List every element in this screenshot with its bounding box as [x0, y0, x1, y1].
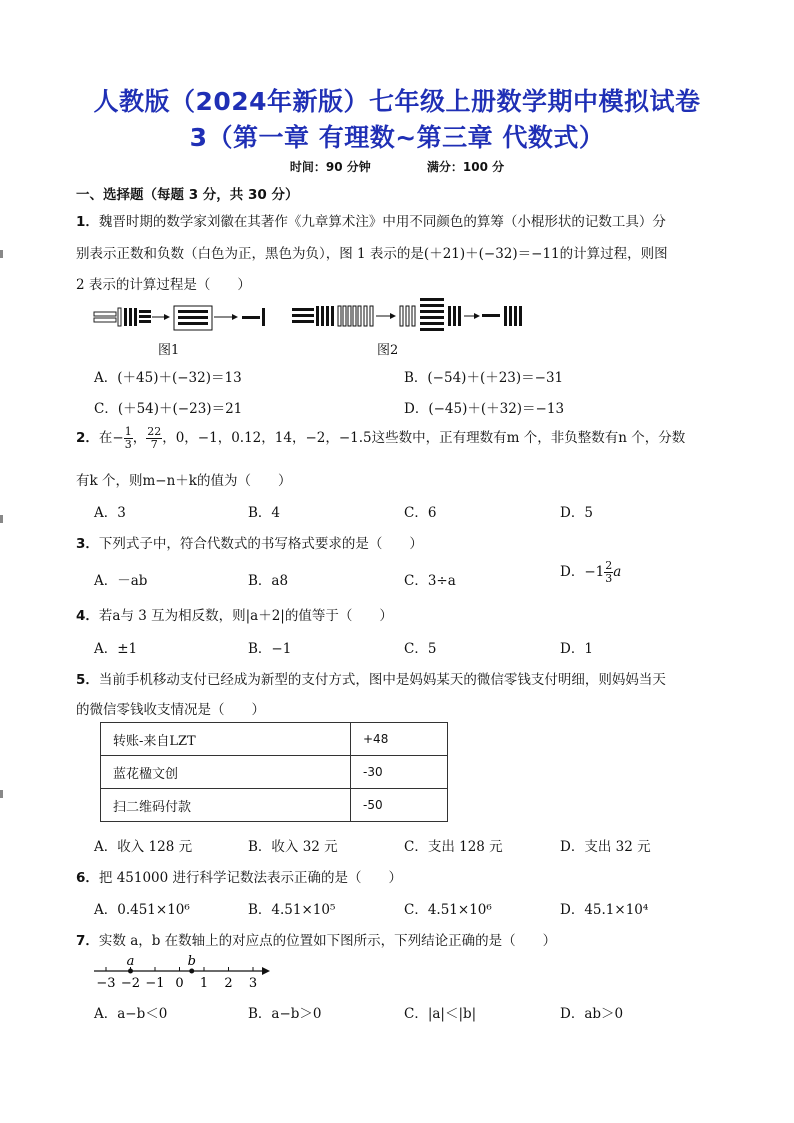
q6-option-a[interactable]: A．0.451×10⁶	[94, 902, 190, 918]
number-line-arrow	[262, 967, 270, 975]
q6-option-d[interactable]: D．45.1×10⁴	[560, 902, 649, 918]
q2-number: 2．	[76, 430, 99, 446]
q3-option-b[interactable]: B．a8	[248, 573, 289, 589]
q2-option-d[interactable]: D．5	[560, 505, 593, 521]
q2-fraction-1	[124, 426, 133, 451]
q5-option-b[interactable]: B．收入 32 元	[248, 839, 338, 855]
table-cell: +48	[351, 723, 448, 756]
table-cell: 转账-来自LZT	[101, 723, 351, 756]
q2-fraction-2	[146, 426, 162, 451]
q1-line1	[76, 210, 726, 230]
exam-time: 时间：90 分钟	[289, 160, 371, 174]
figure-2-counting-rods	[290, 296, 526, 336]
table-row	[101, 756, 448, 789]
wechat-transaction-table	[100, 722, 448, 822]
q3-text: 下列式子中，符合代数式的书写格式要求的是（ ）	[98, 536, 423, 552]
figure-1-label: 图1	[158, 343, 180, 358]
q7-option-d[interactable]: D．ab＞0	[560, 1006, 624, 1022]
number-line-tick-label: 1	[199, 976, 209, 991]
q3-option-c[interactable]: C．3÷a	[404, 573, 456, 589]
q4-option-c[interactable]: C．5	[404, 641, 437, 657]
number-line-tick-label: 3	[248, 976, 258, 991]
q1-line3: 2 表示的计算过程是（ ）	[76, 277, 251, 293]
q5-line2: 的微信零钱收支情况是（ ）	[76, 702, 265, 718]
figure-2-label: 图2	[377, 343, 399, 358]
table-cell: 扫二维码付款	[101, 789, 351, 822]
q7-option-c[interactable]: C．|a|＜|b|	[404, 1006, 477, 1022]
binding-mark	[0, 250, 3, 258]
number-line-tick-label: −2	[120, 976, 141, 991]
number-line-tick-label: 2	[224, 976, 233, 991]
q1-text: 魏晋时期的数学家刘徽在其著作《九章算术注》中用不同颜色的算筹（小棍形状的记数工具）分	[98, 214, 666, 230]
q3-line1	[76, 532, 726, 552]
q6-text: 把 451000 进行科学记数法表示正确的是（ ）	[98, 870, 403, 886]
q5-option-c[interactable]: C．支出 128 元	[404, 839, 503, 855]
q6-option-b[interactable]: B．4.51×10⁵	[248, 902, 336, 918]
q5-number: 5．	[76, 672, 99, 688]
q2-option-c[interactable]: C．6	[404, 505, 437, 521]
q5-text: 当前手机移动支付已经成为新型的支付方式，图中是妈妈某天的微信零钱支付明细，则妈妈当天	[98, 672, 666, 688]
q4-option-b[interactable]: B．−1	[248, 641, 292, 657]
q4-option-a[interactable]: A．±1	[94, 641, 138, 657]
q6-line1	[76, 866, 726, 886]
figure-1-counting-rods	[92, 304, 272, 336]
q2-line1	[76, 426, 726, 451]
number-line-tick-label: 0	[175, 976, 184, 991]
q1-option-b[interactable]: B．(−54)＋(＋23)＝−31	[404, 370, 564, 386]
fraction-denominator: 7	[150, 438, 158, 451]
q3-option-d-variable: a	[613, 564, 622, 580]
q6-option-c[interactable]: C．4.51×10⁶	[404, 902, 492, 918]
section-title: 一、选择题（每题 3 分，共 30 分）	[76, 187, 299, 203]
q7-number: 7．	[76, 933, 99, 949]
table-cell: -30	[351, 756, 448, 789]
table-cell: 蓝花楹文创	[101, 756, 351, 789]
number-line-point-label: b	[187, 954, 196, 969]
number-line-point-label: a	[126, 954, 135, 969]
q7-option-b[interactable]: B．a−b＞0	[248, 1006, 322, 1022]
q2-prefix: 在−	[98, 430, 124, 446]
q7-line1	[76, 929, 726, 949]
number-line-tick-label: −3	[96, 976, 116, 991]
q3-option-d-fraction	[604, 560, 613, 585]
fraction-numerator: 2	[605, 559, 613, 572]
q4-number: 4．	[76, 608, 99, 624]
q1-line2: 别表示正数和负数（白色为正，黑色为负），图 1 表示的是(＋21)＋(−32)＝−11的计算过程，则图	[76, 246, 668, 262]
number-line-point	[189, 969, 194, 974]
binding-mark	[0, 515, 3, 523]
q4-option-d[interactable]: D．1	[560, 641, 593, 657]
q5-option-d[interactable]: D．支出 32 元	[560, 839, 651, 855]
number-line-point	[128, 969, 133, 974]
exam-info	[0, 158, 794, 175]
q1-number: 1．	[76, 214, 99, 230]
q7-text: 实数 a，b 在数轴上的对应点的位置如下图所示，下列结论正确的是（ ）	[98, 933, 557, 949]
exam-score: 满分：100 分	[426, 160, 505, 174]
q2-text: ，0，−1，0.12，14，−2，−1.5这些数中，正有理数有m 个，非负整数有n 个，分数	[162, 430, 686, 446]
table-row	[101, 723, 448, 756]
q4-text: 若a与 3 互为相反数，则|a＋2|的值等于（ ）	[98, 608, 393, 624]
q1-option-a[interactable]: A．(＋45)＋(−32)＝13	[94, 370, 242, 386]
binding-mark	[0, 790, 3, 798]
q2-line2: 有k 个，则m−n＋k的值为（ ）	[76, 473, 292, 489]
q2-separator: ，	[132, 430, 147, 446]
q5-line1	[76, 668, 726, 688]
q1-option-d[interactable]: D．(−45)＋(＋32)＝−13	[404, 401, 565, 417]
fraction-numerator: 22	[147, 425, 162, 438]
page-title: 人教版（2024年新版）七年级上册数学期中模拟试卷	[93, 87, 701, 116]
q3-option-d[interactable]	[560, 560, 621, 585]
q1-option-c[interactable]: C．(＋54)＋(−23)＝21	[94, 401, 243, 417]
fraction-numerator: 1	[124, 425, 132, 438]
q3-number: 3．	[76, 536, 99, 552]
q6-number: 6．	[76, 870, 99, 886]
q2-option-b[interactable]: B．4	[248, 505, 281, 521]
q7-option-a[interactable]: A．a−b＜0	[94, 1006, 168, 1022]
q3-option-a[interactable]: A．－ab	[94, 573, 148, 589]
fraction-denominator: 3	[605, 572, 613, 585]
q4-line1	[76, 604, 726, 624]
table-cell: -50	[351, 789, 448, 822]
q5-option-a[interactable]: A．收入 128 元	[94, 839, 193, 855]
page-title-line2: 3（第一章 有理数~第三章 代数式）	[189, 123, 605, 152]
fraction-denominator: 3	[124, 438, 132, 451]
q3-option-d-prefix: D．−1	[560, 564, 605, 580]
q2-option-a[interactable]: A．3	[94, 505, 126, 521]
number-line-tick-label: −1	[145, 976, 165, 991]
number-line	[90, 952, 280, 992]
table-row	[101, 789, 448, 822]
